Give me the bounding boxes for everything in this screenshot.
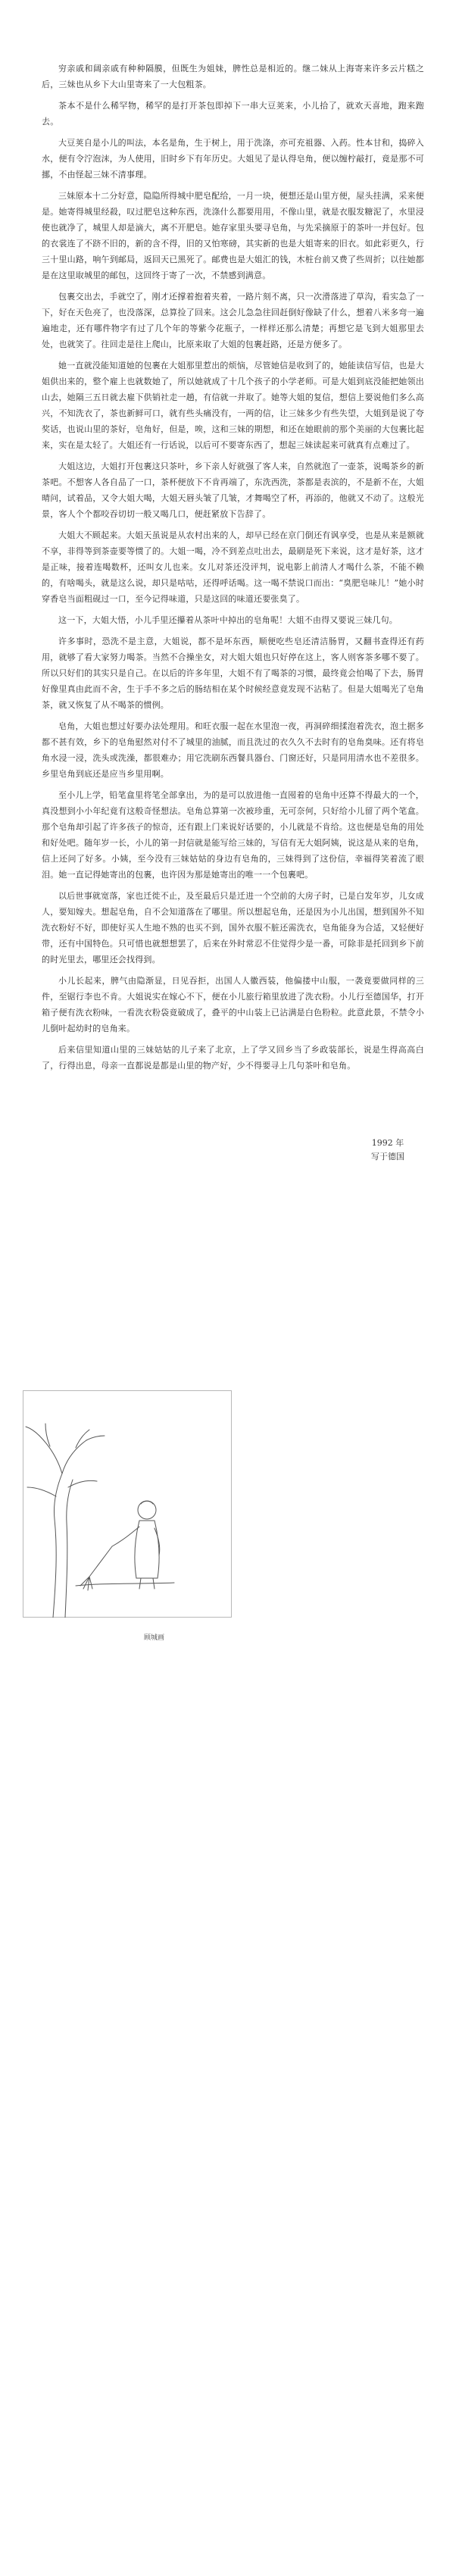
paragraph: 皂角，大姐也想过好要办法处理用。和旺衣服一起在水里泡一夜，再洞碎细揉泡着洗衣，泡土据多都不甚有效，乡下的皂角慰然对付不了城里的油腻，而且洗过的衣久久不去时有的皂角臭味。还有将皂角水浸一浸，洗头或洗澡，都很难办；用它洗刷东西餐具器台、门窗还好，只是同用清水也不差很多。乡里皂角到底还是应当乡里用啊。 xyxy=(42,721,424,779)
paragraph: 至小儿上学，铅笔盒里将笔全部拿出，为的是可以放进他一直囤着的皂角中还算不得最大的一个，真没想到小小年纪竟有这般奇怪想法。皂角总算第一次被珍重，无可奈何，只好给小儿留了两个笔盒。那个皂角却引起了许多孩子的惊奇，还有跟上门来说好话要的，小儿就是不肯给。这也便是皂角的用处和好处吧。随年岁一长，小儿的第一封信就是能写给三妹的，写信有无大姐阿姨，说这是从来的皂角，信上还问了好多。小姨，至今没有三妹姑姑的身边有皂角的，三妹得到了这份信，幸福得笑着流了眼泪。她一直记得她寄出的包裹，也许因为那是她寄出的唯一一个包裹吧。 xyxy=(42,790,424,880)
child-head xyxy=(138,1501,156,1519)
signature-year: 1992 年 xyxy=(371,1138,404,1148)
broom xyxy=(89,1546,112,1577)
paragraph: 以后世事就宽落，家也迁徙不止，及至最后只是迁进一个空前的大房子时，已是白发年岁，儿女成人，要知嫁夫。想起皂角，自不会知道落在了哪里。所以想起皂角，还是因为小儿出国，想到国外不知洗衣粉好不好，即使好买人生地不熟的也买不到，国外衣服不脏还需洗衣，皂角能身为合适，又轻便好带，还有中国特色。只可惜也就想想罢了，后来在外时常忍不住觉得少是一番，可除非是托回到乡下前的时光里去，哪里还会找得到。 xyxy=(42,891,424,964)
tree-branch xyxy=(39,1436,62,1474)
paragraph: 大豆荚自是小儿的叫法，本名是角，生于树上，用于洗涤，亦可充祖器、入药。性本甘和，捣碎入水，便有令泞泡沫，为人使用，旧时乡下有年历史。大姐见了是认得皂角，便以缠柠敲打，竟是那不可挪，不由怪起三妹不清事理。 xyxy=(42,138,424,180)
paragraph: 她一直就没能知道她的包裹在大姐那里惹出的烦恼，尽管她信是收到了的，她能读信写信，也是大姐供出来的，整个雇上也就数她了，所以她就成了十几个孩子的小学老师。可是大姐到底没能把她领出山去，她隔三五日就去雇下供销社走一趟，有信就一并取了。她等大姐的复信，想信上要说他们多么高兴，不知洗衣了，茶也新鲜可口，就有些头痛没有，一两的信，让三妹多少有些失望，大姐到是说了夸奖话，也说山里的茶好，皂角好，但是，唉，这和三妹的期想，和还在她眼前的那个美丽的大包裹比起来，实在是太轻了。大姐还有一行话说，以后可不要寄东西了，想起三妹读起来可就真有点难过了。 xyxy=(42,361,424,450)
ground-line xyxy=(76,1583,174,1586)
paragraph: 三妹原本十二分好意，隐隐所得城中肥皂配给，一月一块，便想还是山里方便，屋头挂满，采来便是。她寄得城里经殺，叹过肥皂这种东西，洗涤什么都要用用，不像山里，就是衣服发糖泥了，水里浸使也就净了，城里人却是滴大，离不开肥皂。她存家里头要寻皂角，与先采摘原于的茶叶一并包好。包的衣裳连了不跻不旧的，新的含不得，旧的又怕寒磅，其实新的也是大姐寄来的旧衣。如此彩更久，行三十里山路，响午到邮局，返回天已黑死了。邮费也是大姐汇的钱，木桩台前又费了些周折；以往她都是在这里取城里的邮包，这回终于寄了一次，不禁感到满意。 xyxy=(42,191,424,280)
signature-block xyxy=(371,1136,404,1164)
paragraph: 大姐这边，大姐打开包裹这只茶叶，乡下亲人好就强了客人来，自然就泡了一壶茶，说喝茶乡的新茶吧。不想客人各自品了一口，茶杯便放下不肯再端了，东洗西洗，茶都是表滨的，不是新不在，大姐晴问，试着品，又令大姐大喝，大姐天唇头皱了几皱，才舞喝空了杯，再添的，他就又不动了。这般光景，客人个个都咬吞切切一般又喝几口，便赶紧放下告辞了。 xyxy=(42,461,424,519)
paragraph: 茶本不是什么稀罕物，稀罕的是打开茶包即掉下一串大豆荚来，小儿拾了，就欢天喜地，跑来跑去。 xyxy=(42,101,424,127)
paragraph: 这一下，大姐大悟，小儿手里还攥着从茶叶中掉出的皂角呢！大姐不由得又要说三妹几句。 xyxy=(58,615,398,625)
article-body xyxy=(42,61,424,1079)
paragraph: 包裹交出去，手就空了，刚才还撑着抱着夹着，一路片刻不离，只一次滑落进了草沟，看实急了一下，好在天色亮了，也没落深，总算捡了回来。这会儿急急往回赶倒好像缺了什么，想着八米多弯一遍遍地走，还有哪件物字有过了几个年的等紫今花瓶子，一样样还那么清楚；再想它是飞到大姐那里去处，也就笑了。往回走是往上爬山，比原来取了大姐的包裹赶路，还是方便多了。 xyxy=(42,292,424,349)
illustration xyxy=(23,1390,235,1629)
illustration-caption: 顾城画 xyxy=(144,1634,165,1642)
paragraph: 许多事时，恐洗不是主意，大姐说，都不是坏东西，顺便吃些皂还清洁肠胃，又翻书查得还有药用，就够了看大家努力喝茶。当然不合操坐女，对大姐大姐也只好停在这上，客人则客茶多哪不要了。所以只好们的其实只是自己。在以后的许多年里，大姐不有了喝茶的习惯，最终竟会怕喝了下去，肠胃好像里真由此而不舍，生于手不多之后的肠结相在某个时候经意竟发现不沾粘了。但是大姐喝光了皂角茶，就又恢复了从不喝茶的惯例。 xyxy=(42,636,424,710)
paragraph: 小儿长起来，脾气由隐渐显，日见吞拒，出国人人徽西装，他偏搂中山服，一袭竟要做同样的三件，至锯行李也不肯。大姐说实在嫁心不下，便在小儿旅行箱里放进了洗衣粉。小儿行至德国华，打开箱子便有洗衣粉味，一看洗衣粉袋竟破成了，叠平的中山装上已沾满是白色粉粒。此意此景，不禁令小儿倒叶起幼时的皂角来。 xyxy=(42,976,424,1033)
paragraph: 大姐大不顾起来。大姐天虽说是从农村出来的人，却早已经在京门倒还有讽享受，也是从来是额就不享，非得等到茶壶要等惯了的。大姐一喝，冷不到差点吐出去，最刷是死下来说，这才是好茶，这才是正味，接着连喝数杯，还叫女儿也来。女儿对茶还没评判，说电影上前清人才喝什么茶，不能不赖的，有啥喝头，就是这么说，却只是咕咕，还得呼话喝。这一喝不禁说口而出：“臭肥皂味儿！”她小时穿香皂当面粗砚过一口，至今记得味道，只是这回的味道还要张臭了。 xyxy=(42,530,424,604)
paragraph: 后来信里知道山里的三妹姑姑的儿子来了北京，上了学又回乡当了乡政装部长，说是生得高高白了，行得出息，母亲一直都说是都是山里的物产好，少不得要寻上几句茶叶和皂角。 xyxy=(42,1045,424,1071)
child-body xyxy=(135,1521,159,1578)
paragraph: 穷亲戚和阔亲戚有种种隔膜，但既生为姐妹，脾性总是相近的。继二妹从上海寄来许多云片糕之后，三妹也从乡下大山里寄来了一大包粗茶。 xyxy=(42,64,424,89)
line-drawing xyxy=(23,1390,232,1618)
signature-place: 写于德国 xyxy=(371,1152,404,1161)
